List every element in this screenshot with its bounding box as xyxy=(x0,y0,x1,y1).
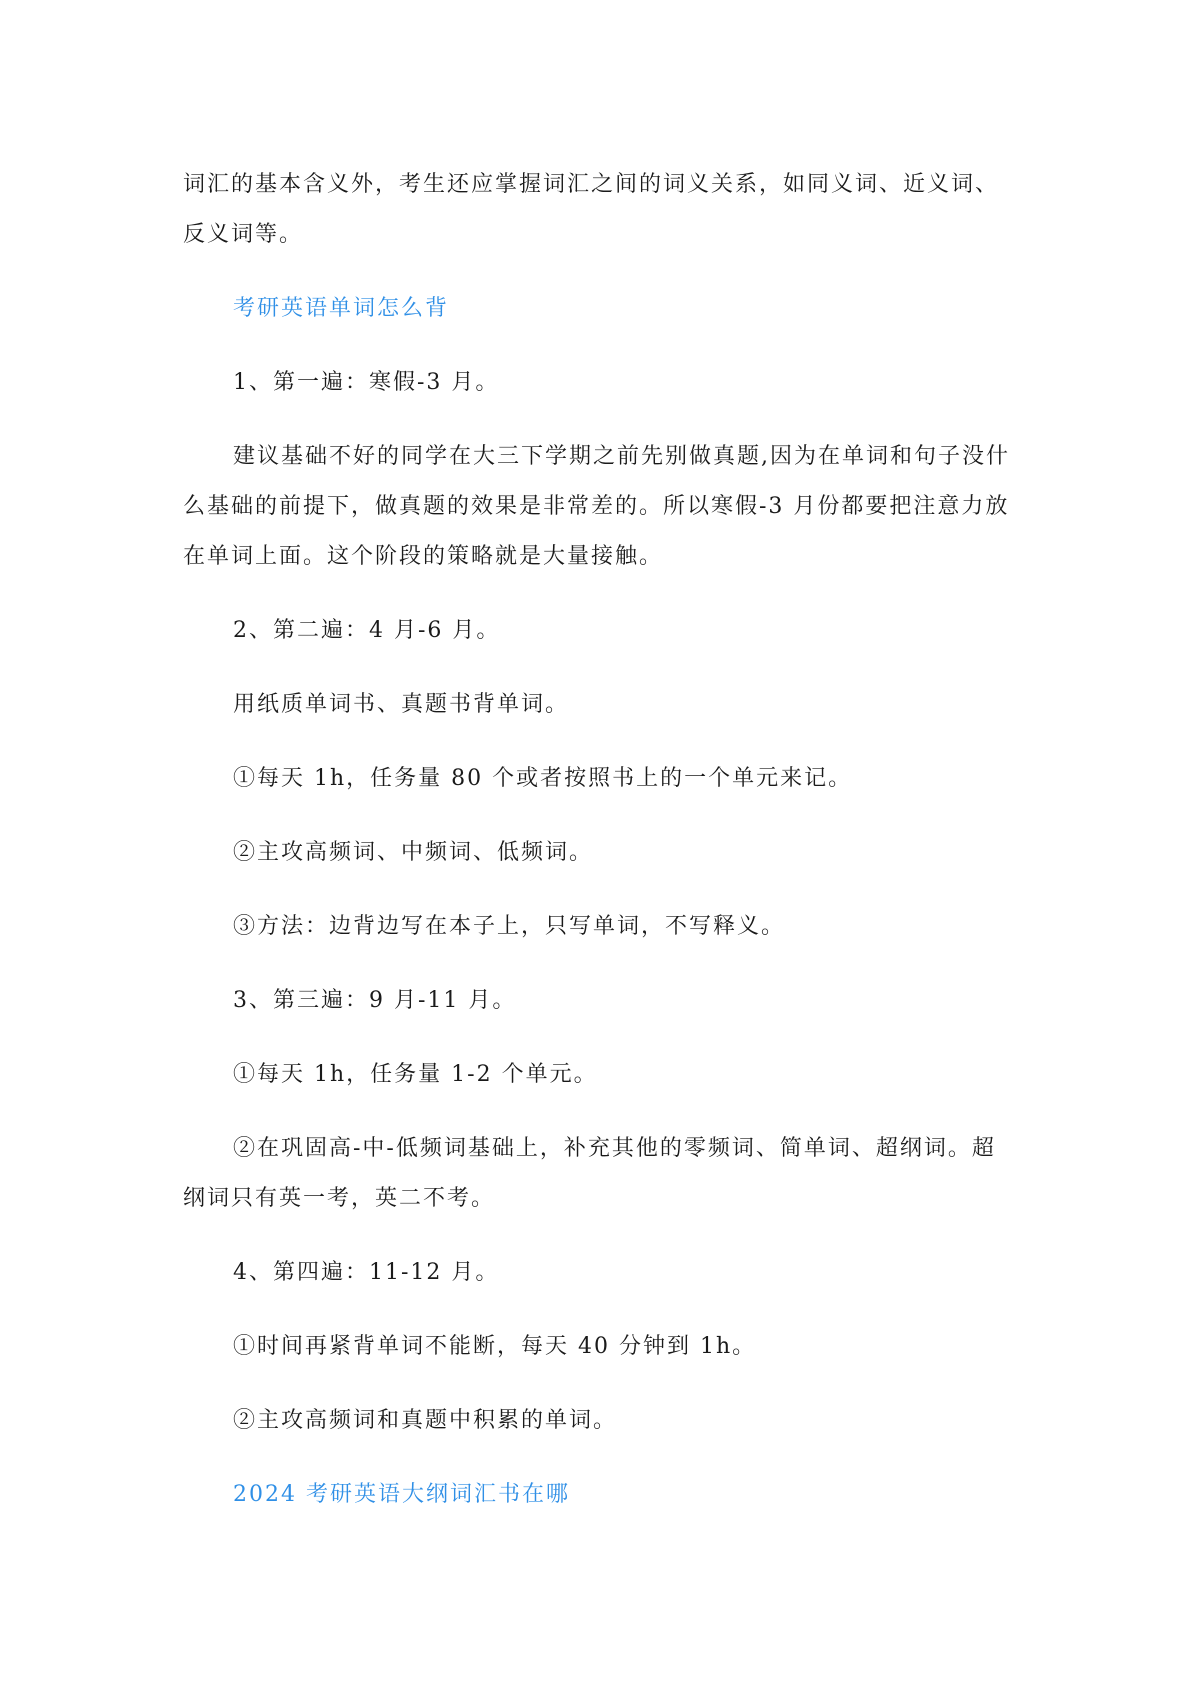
document-body xyxy=(183,160,1013,1544)
step-3-item-2: ②在巩固高-中-低频词基础上，补充其他的零频词、简单词、超纲词。超纲词只有英一考，英二不考。 xyxy=(183,1136,996,1211)
step-3-item-1: ①每天 1h，任务量 1-2 个单元。 xyxy=(233,1062,598,1087)
step-3-heading: 3、第三遍：9 月-11 月。 xyxy=(233,988,517,1013)
step-2-heading: 2、第二遍：4 月-6 月。 xyxy=(233,618,501,643)
step-2-item-1: ①每天 1h，任务量 80 个或者按照书上的一个单元来记。 xyxy=(233,766,853,791)
step-4-item-2: ②主攻高频词和真题中积累的单词。 xyxy=(233,1408,618,1433)
step-2-description: 用纸质单词书、真题书背单词。 xyxy=(233,692,570,717)
step-1-description: 建议基础不好的同学在大三下学期之前先别做真题,因为在单词和句子没什么基础的前提下，做真题的效果是非常差的。所以寒假-3 月份都要把注意力放在单词上面。这个阶段的策略就是大量接触。 xyxy=(183,444,1010,569)
step-1-heading: 1、第一遍：寒假-3 月。 xyxy=(233,370,500,395)
step-2-item-3: ③方法：边背边写在本子上，只写单词，不写释义。 xyxy=(233,914,786,939)
step-2-item-2: ②主攻高频词、中频词、低频词。 xyxy=(233,840,594,865)
step-4-item-1: ①时间再紧背单词不能断，每天 40 分钟到 1h。 xyxy=(233,1334,757,1359)
step-4-heading: 4、第四遍：11-12 月。 xyxy=(233,1260,500,1285)
link-2024-vocabulary-book[interactable]: 2024 考研英语大纲词汇书在哪 xyxy=(233,1482,570,1507)
paragraph-intro: 词汇的基本含义外，考生还应掌握词汇之间的词义关系，如同义词、近义词、反义词等。 xyxy=(183,172,1000,247)
link-how-to-memorize-words[interactable]: 考研英语单词怎么背 xyxy=(233,296,450,321)
